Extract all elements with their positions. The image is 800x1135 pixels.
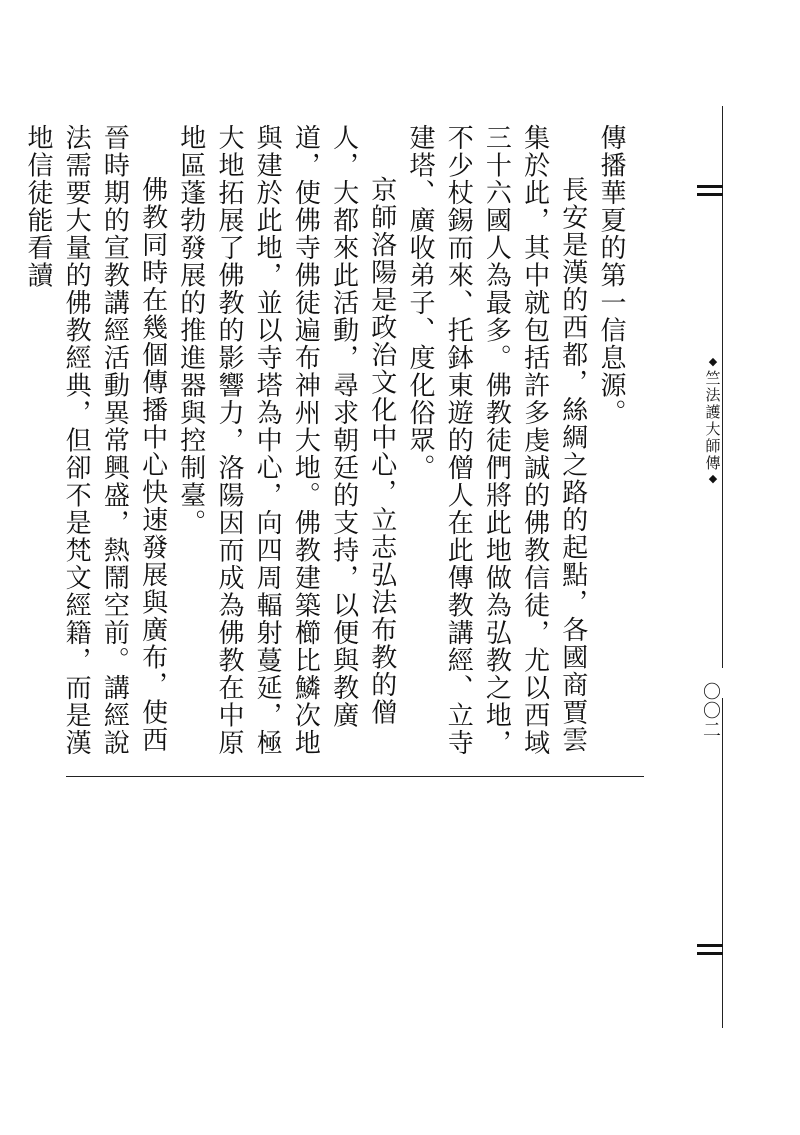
- body-text: [22, 124, 630, 764]
- running-header: [702, 355, 724, 525]
- margin-mark-upper-1: [697, 185, 723, 188]
- book-title: 竺法護大師傳: [703, 370, 722, 472]
- paragraph-1: 傳播華夏的第一信息源。: [596, 124, 626, 427]
- margin-mark-lower-1: [697, 944, 723, 947]
- paragraph-2: 長安是漢的西都，絲綢之路的起點，各國商賈雲集於此，其中就包括許多虔誠的佛教信徒，尤以西域三十六國人為最多。佛教徒們將此地做為弘教之地，不少杖錫而來、托鉢東遊的僧人在此傳教講經、立寺建塔、廣收弟子、度化俗眾。: [404, 124, 588, 757]
- diamond-icon: ◆: [706, 355, 720, 370]
- margin-mark-lower-2: [697, 952, 723, 955]
- diamond-icon: ◆: [706, 472, 720, 487]
- text-bottom-rule: [66, 776, 644, 777]
- margin-rule-lower: [722, 698, 723, 1028]
- paragraph-3: 京師洛陽是政治文化中心，立志弘法布教的僧人，大都來此活動，尋求朝廷的支持，以便與教廣道，使佛寺佛徒遍布神州大地。佛教建築櫛比鱗次地與建於此地，並以寺塔為中心，向四周輻射蔓延，極大地拓展了佛教的影響力，洛陽因而成為佛教在中原地區蓬勃發展的推進器與控制臺。: [175, 124, 397, 757]
- page-number: 〇〇二: [700, 682, 721, 739]
- paragraph-4: 佛教同時在幾個傳播中心快速發展與廣布，使西晉時期的宣教講經活動異常興盛，熱鬧空前。講經說法需要大量的佛教經典，但卻不是梵文經籍，而是漢地信徒能看讀: [22, 124, 168, 757]
- margin-mark-upper-2: [697, 193, 723, 196]
